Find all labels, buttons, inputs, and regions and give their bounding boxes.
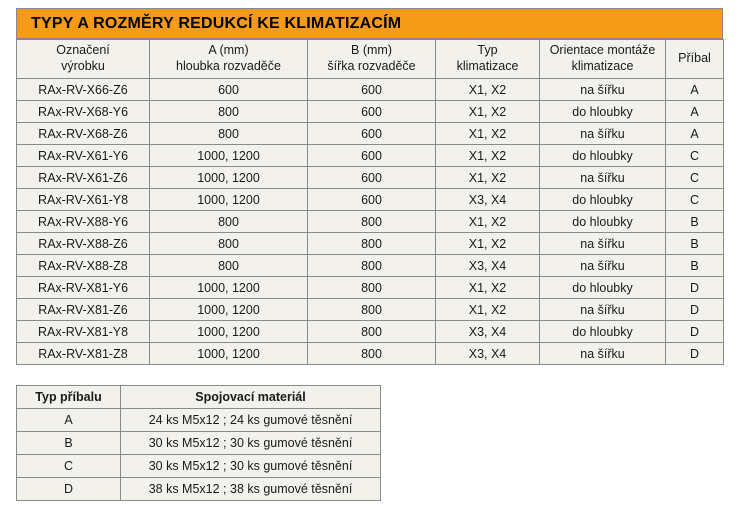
- table-row: [17, 255, 724, 277]
- table-row: [17, 101, 724, 123]
- cell-b-mm: 800: [308, 343, 436, 365]
- table-row: [17, 211, 724, 233]
- cell-typ-klimatizace: X1, X2: [436, 123, 540, 145]
- cell-typ-klimatizace: X1, X2: [436, 79, 540, 101]
- cell-pribal: A: [666, 79, 724, 101]
- cell-a-mm: 1000, 1200: [150, 321, 308, 343]
- cell-pribal: C: [666, 145, 724, 167]
- cell-typ-klimatizace: X3, X4: [436, 343, 540, 365]
- table-header-row: [17, 386, 381, 409]
- column-header-pribal: [666, 40, 724, 79]
- cell-typ-pribalu: C: [17, 455, 121, 478]
- cell-b-mm: 600: [308, 189, 436, 211]
- header-line-1: Příbal: [678, 51, 711, 66]
- table-row: [17, 455, 381, 478]
- cell-b-mm: 600: [308, 79, 436, 101]
- cell-a-mm: 1000, 1200: [150, 167, 308, 189]
- cell-oznaceni: RAx-RV-X88-Y6: [17, 211, 150, 233]
- cell-orientace: na šířku: [540, 255, 666, 277]
- cell-pribal: A: [666, 101, 724, 123]
- cell-typ-pribalu: A: [17, 409, 121, 432]
- cell-typ-klimatizace: X1, X2: [436, 101, 540, 123]
- cell-oznaceni: RAx-RV-X68-Y6: [17, 101, 150, 123]
- cell-b-mm: 800: [308, 299, 436, 321]
- cell-oznaceni: RAx-RV-X81-Y6: [17, 277, 150, 299]
- cell-pribal: D: [666, 299, 724, 321]
- cell-a-mm: 800: [150, 101, 308, 123]
- cell-b-mm: 600: [308, 123, 436, 145]
- cell-typ-klimatizace: X1, X2: [436, 233, 540, 255]
- column-header-orientace-montaze: [540, 40, 666, 79]
- table-row: [17, 321, 724, 343]
- cell-orientace: do hloubky: [540, 211, 666, 233]
- cell-orientace: do hloubky: [540, 321, 666, 343]
- cell-oznaceni: RAx-RV-X61-Z6: [17, 167, 150, 189]
- cell-pribal: D: [666, 343, 724, 365]
- cell-a-mm: 1000, 1200: [150, 189, 308, 211]
- cell-a-mm: 1000, 1200: [150, 343, 308, 365]
- header-line-1: A (mm): [208, 43, 249, 58]
- cell-oznaceni: RAx-RV-X66-Z6: [17, 79, 150, 101]
- table-row: [17, 478, 381, 501]
- cell-pribal: B: [666, 211, 724, 233]
- table-row: [17, 189, 724, 211]
- header-line-2: výrobku: [61, 59, 105, 73]
- cell-typ-pribalu: D: [17, 478, 121, 501]
- header-line-1: Označení: [56, 43, 110, 58]
- page-title: TYPY A ROZMĚRY REDUKCÍ KE KLIMATIZACÍM: [31, 14, 402, 32]
- cell-typ-klimatizace: X3, X4: [436, 189, 540, 211]
- table-row: [17, 343, 724, 365]
- cell-pribal: D: [666, 321, 724, 343]
- cell-pribal: B: [666, 233, 724, 255]
- cell-orientace: do hloubky: [540, 145, 666, 167]
- cell-orientace: na šířku: [540, 343, 666, 365]
- column-header-a-mm: [150, 40, 308, 79]
- cell-oznaceni: RAx-RV-X61-Y6: [17, 145, 150, 167]
- cell-pribal: A: [666, 123, 724, 145]
- table-row: [17, 167, 724, 189]
- cell-b-mm: 800: [308, 321, 436, 343]
- cell-pribal: C: [666, 167, 724, 189]
- cell-b-mm: 600: [308, 167, 436, 189]
- cell-orientace: na šířku: [540, 123, 666, 145]
- package-contents-table: [16, 385, 381, 501]
- table-row: [17, 299, 724, 321]
- cell-a-mm: 1000, 1200: [150, 299, 308, 321]
- cell-a-mm: 1000, 1200: [150, 277, 308, 299]
- cell-b-mm: 800: [308, 277, 436, 299]
- cell-b-mm: 800: [308, 233, 436, 255]
- cell-orientace: na šířku: [540, 299, 666, 321]
- column-header-spojovaci-material: Spojovací materiál: [121, 386, 381, 409]
- cell-b-mm: 600: [308, 101, 436, 123]
- table-row: [17, 145, 724, 167]
- cell-oznaceni: RAx-RV-X81-Z6: [17, 299, 150, 321]
- cell-spojovaci-material: 30 ks M5x12 ; 30 ks gumové těsnění: [121, 455, 381, 478]
- cell-typ-klimatizace: X1, X2: [436, 211, 540, 233]
- cell-b-mm: 800: [308, 211, 436, 233]
- cell-typ-klimatizace: X1, X2: [436, 167, 540, 189]
- cell-typ-klimatizace: X1, X2: [436, 299, 540, 321]
- column-header-typ-klimatizace: [436, 40, 540, 79]
- table-row: [17, 233, 724, 255]
- cell-typ-klimatizace: X3, X4: [436, 321, 540, 343]
- header-line-2: klimatizace: [456, 59, 519, 73]
- cell-spojovaci-material: 24 ks M5x12 ; 24 ks gumové těsnění: [121, 409, 381, 432]
- cell-pribal: D: [666, 277, 724, 299]
- cell-a-mm: 1000, 1200: [150, 145, 308, 167]
- cell-a-mm: 800: [150, 233, 308, 255]
- header-line-2: šířka rozvaděče: [327, 59, 416, 73]
- cell-typ-klimatizace: X3, X4: [436, 255, 540, 277]
- cell-oznaceni: RAx-RV-X88-Z6: [17, 233, 150, 255]
- cell-orientace: na šířku: [540, 233, 666, 255]
- cell-oznaceni: RAx-RV-X68-Z6: [17, 123, 150, 145]
- table-row: [17, 277, 724, 299]
- header-line-1: Orientace montáže: [549, 43, 656, 58]
- cell-a-mm: 800: [150, 123, 308, 145]
- cell-orientace: na šířku: [540, 79, 666, 101]
- header-line-1: B (mm): [351, 43, 392, 58]
- header-line-2: klimatizace: [571, 59, 634, 73]
- header-line-1: Typ: [477, 43, 498, 58]
- table-row: [17, 432, 381, 455]
- cell-typ-pribalu: B: [17, 432, 121, 455]
- cell-a-mm: 600: [150, 79, 308, 101]
- cell-spojovaci-material: 38 ks M5x12 ; 38 ks gumové těsnění: [121, 478, 381, 501]
- cell-b-mm: 800: [308, 255, 436, 277]
- cell-orientace: do hloubky: [540, 277, 666, 299]
- cell-typ-klimatizace: X1, X2: [436, 277, 540, 299]
- header-line-2: hloubka rozvaděče: [176, 59, 281, 73]
- table-row: [17, 409, 381, 432]
- dimensions-table: [16, 39, 724, 365]
- cell-a-mm: 800: [150, 255, 308, 277]
- cell-orientace: do hloubky: [540, 101, 666, 123]
- cell-orientace: do hloubky: [540, 189, 666, 211]
- column-header-b-mm: [308, 40, 436, 79]
- column-header-oznaceni: [17, 40, 150, 79]
- table-row: [17, 79, 724, 101]
- cell-oznaceni: RAx-RV-X61-Y8: [17, 189, 150, 211]
- table-row: [17, 123, 724, 145]
- cell-oznaceni: RAx-RV-X81-Y8: [17, 321, 150, 343]
- document-title-banner: [16, 8, 723, 39]
- cell-b-mm: 600: [308, 145, 436, 167]
- table-header-row: [17, 40, 724, 79]
- cell-typ-klimatizace: X1, X2: [436, 145, 540, 167]
- cell-a-mm: 800: [150, 211, 308, 233]
- column-header-typ-pribalu: Typ příbalu: [17, 386, 121, 409]
- cell-pribal: B: [666, 255, 724, 277]
- cell-oznaceni: RAx-RV-X81-Z8: [17, 343, 150, 365]
- cell-orientace: na šířku: [540, 167, 666, 189]
- cell-pribal: C: [666, 189, 724, 211]
- cell-spojovaci-material: 30 ks M5x12 ; 30 ks gumové těsnění: [121, 432, 381, 455]
- cell-oznaceni: RAx-RV-X88-Z8: [17, 255, 150, 277]
